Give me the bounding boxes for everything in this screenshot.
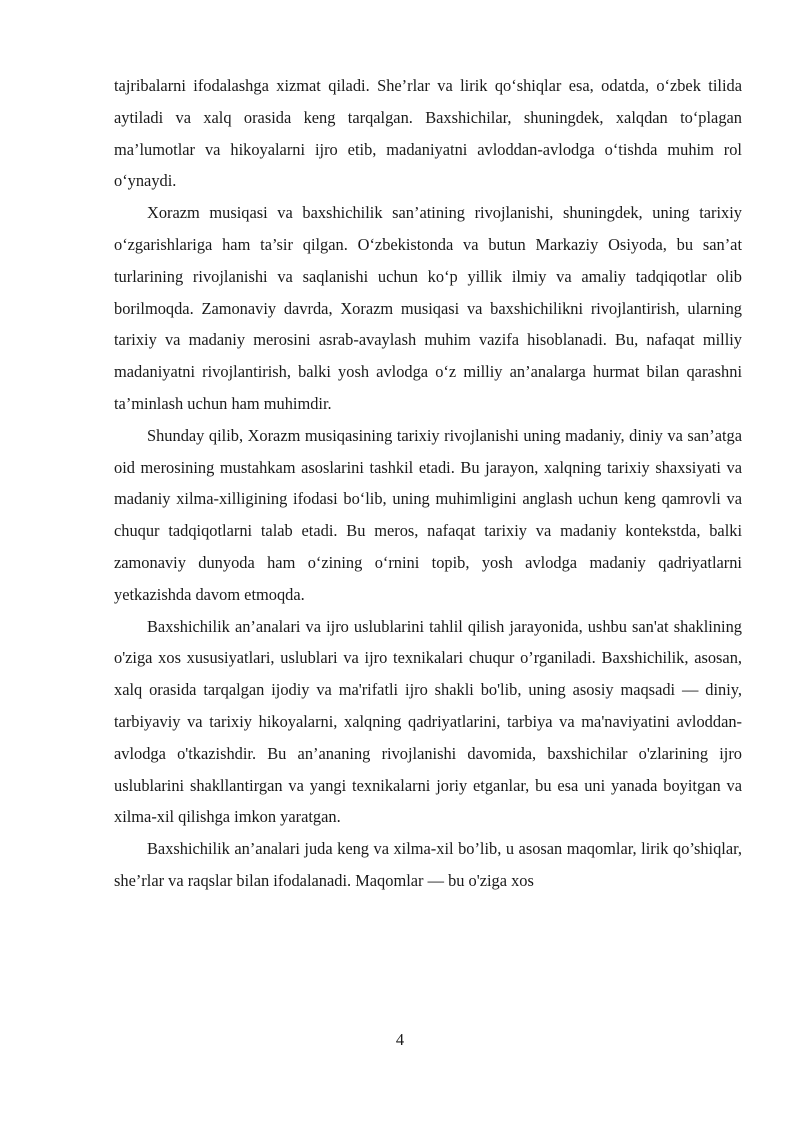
paragraph-4: Baxshichilik an’analari va ijro uslublarini tahlil qilish jarayonida, ushbu san'at shaklining o'ziga xos xususiyatlari, uslublari va ijro texnikalari chuqur o’rganiladi. Baxshichilik, asosan, xalq orasida tarqalgan ijodiy va ma'rifatli ijro shakli bo'lib, uning asosiy maqsadi — diniy, tarbiyaviy va tarixiy hikoyalarni, xalqning qadriyatlarini, tarbiya va ma'naviyatini avloddan-avlodga o'tkazishdir. Bu an’ananing rivojlanishi davomida, baxshichilar o'zlarining ijro uslublarini shakllantirgan va yangi texnikalarni joriy etganlar, bu esa uni yanada boyitgan va xilma-xil qilishga imkon yaratgan. xyxy=(114,616,742,827)
paragraph-3: Shunday qilib, Xorazm musiqasining tarixiy rivojlanishi uning madaniy, diniy va san’atga oid merosining mustahkam asoslarini tashkil etadi. Bu jarayon, xalqning tarixiy shaxsiyati va madaniy xilma-xilligining ifodasi bo‘lib, uning muhimligini anglash uchun keng qamrovli va chuqur tadqiqotlarni talab etadi. Bu meros, nafaqat tarixiy va madaniy kontekstda, balki zamonaviy dunyoda ham o‘zining o‘rnini topib, yosh avlodga madaniy qadriyatlarni yetkazishda davom etmoqda. xyxy=(114,425,742,604)
paragraph-2: Xorazm musiqasi va baxshichilik san’atining rivojlanishi, shuningdek, uning tarixiy o‘zgarishlariga ham ta’sir qilgan. O‘zbekistonda va butun Markaziy Osiyoda, bu san’at turlarining rivojlanishi va saqlanishi uchun ko‘p yillik ilmiy va amaliy tadqiqotlar olib borilmoqda. Zamonaviy davrda, Xorazm musiqasi va baxshichilikni rivojlantirish, ularning tarixiy va madaniy merosini asrab-avaylash muhim vazifa hisoblanadi. Bu, nafaqat milliy madaniyatni rivojlantirish, balki yosh avlodga o‘z milliy an’analarga hurmat bilan qarashni ta’minlash uchun ham muhimdir. xyxy=(114,203,742,413)
page-number: 4 xyxy=(395,1030,405,1049)
paragraph-1: tajribalarni ifodalashga xizmat qiladi. She’rlar va lirik qo‘shiqlar esa, odatda, o‘zbek tilida aytiladi va xalq orasida keng tarqalgan. Baxshichilar, shuningdek, xalqdan to‘plagan ma’lumotlar va hikoyalarni ijro etib, madaniyatni avloddan-avlodga o‘tishda muhim rol o‘ynaydi. xyxy=(114,76,742,191)
page-body xyxy=(114,70,742,897)
paragraph-5: Baxshichilik an’analari juda keng va xilma-xil bo’lib, u asosan maqomlar, lirik qo’shiqlar, she’rlar va raqslar bilan ifodalanadi. Maqomlar — bu o'ziga xos xyxy=(114,839,742,890)
